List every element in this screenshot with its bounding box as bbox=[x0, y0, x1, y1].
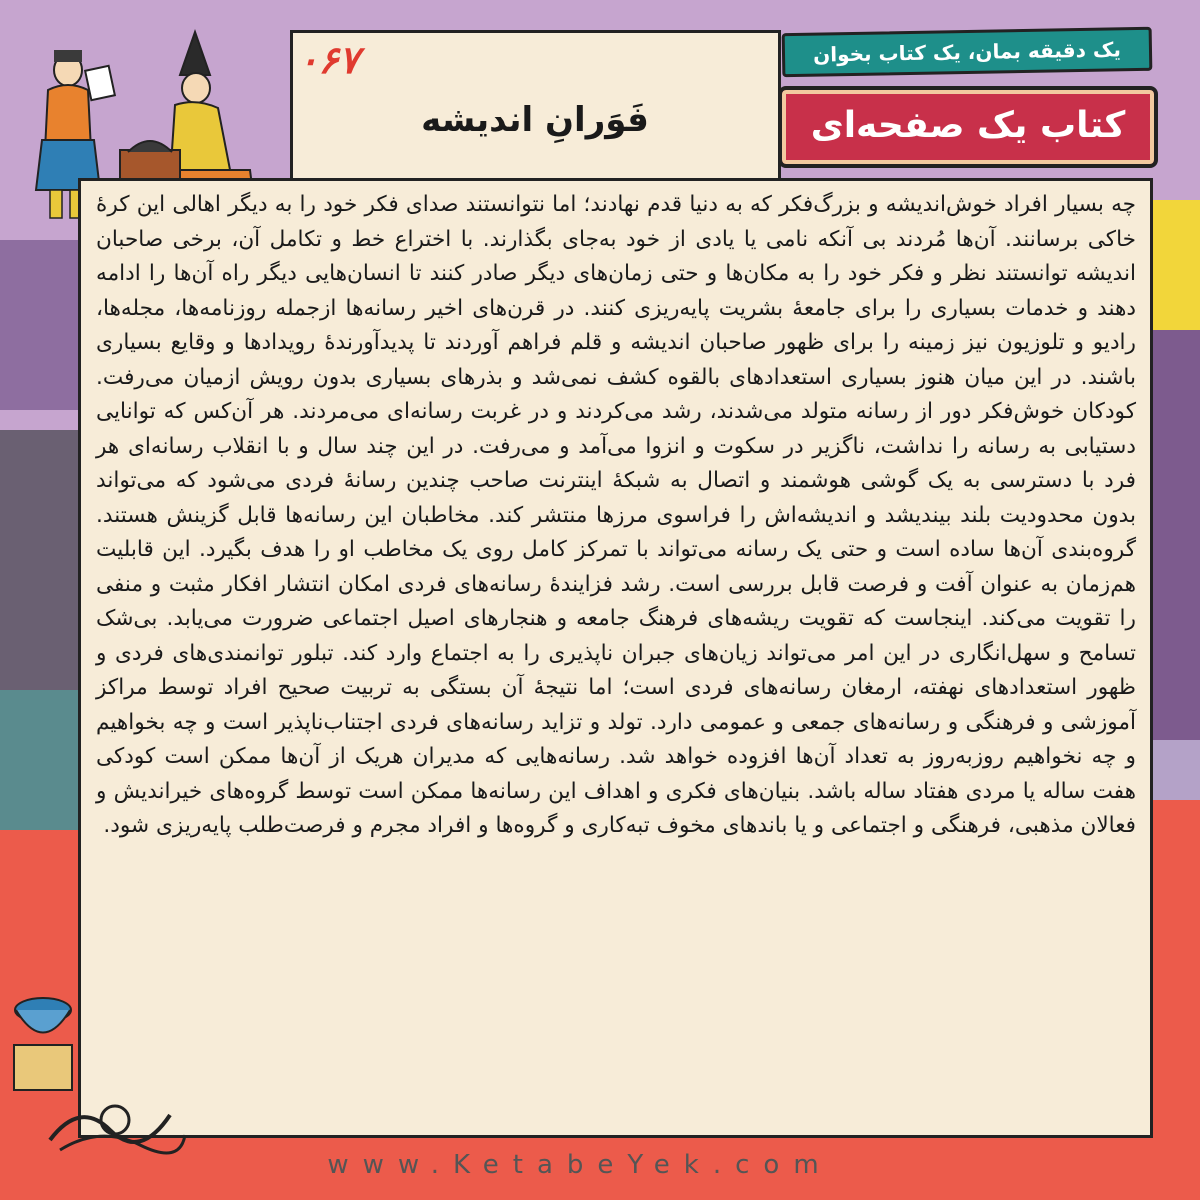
bg-block-purple-left bbox=[0, 240, 80, 410]
signature-icon bbox=[40, 1090, 190, 1160]
article-number: ۰۶۷ bbox=[298, 38, 360, 82]
bg-block-teal-left bbox=[0, 690, 80, 830]
pot-illustration bbox=[8, 985, 78, 1095]
article-body: چه بسیار افراد خوش‌اندیشه و بزرگ‌فکر که به دنیا قدم نهادند؛ اما نتوانستند صدای فکر خود را به دیگر اهالی این کرهٔ خاکی برسانند. آن‌ها مُردند بی آنکه نامی یا یادی از خود به‌جای بگذارند. با اختراع خط و تکامل آن، برخی صاحبان اندیشه توانستند نظر و فکر خود را به مکان‌ها و حتی زمان‌های دیگر صادر کنند تا انسان‌هایی دیگر راه آن‌ها را ادامه دهند و خدمات بسیاری را برای جامعهٔ بشریت پایه‌ریزی کنند. در قرن‌های اخیر رسانه‌ها ازجمله روزنامه‌ها، مجله‌ها، رادیو و تلوزیون نیز زمینه را برای ظهور صاحبان اندیشه و قلم فراهم آوردند تا پدیدآورندهٔ رویدادها و وقایع بسیاری باشند. در این میان هنوز بسیاری استعدادهای بالقوه کشف نمی‌شد و بذرهای بسیاری بدون رویش ازمیان می‌رفت. کودکان خوش‌فکر دور از رسانه متولد می‌شدند، رشد می‌کردند و در غربت رسانه‌ای می‌مردند. هر آن‌کس که توانایی دستیابی به رسانه را نداشت، ناگزیر در سکوت و انزوا می‌آمد و می‌رفت. در این چند سال و با انقلاب رسانه‌ای هر فرد با دسترسی به یک گوشی هوشمند و اتصال به شبکهٔ اینترنت صاحب چندین رسانهٔ فردی می‌شود که می‌تواند بدون محدودیت بلند بیندیشد و اندیشه‌اش را فراسوی مرزها منتشر کند. مخاطبان این رسانه‌ها قابل گزینش هستند. گروه‌بندی آن‌ها ساده است و حتی یک رسانه می‌تواند با تمرکز کامل روی یک مخاطب او را هدف بگیرد. این قابلیت هم‌زمان به عنوان آفت و فرصت قابل بررسی است. رشد فزایندهٔ رسانه‌های فردی امکان انتشار افکار مثبت و منفی را تقویت می‌کند. اینجاست که تقویت ریشه‌های فرهنگ جامعه و هنجارهای اصیل اجتماعی ضرورت می‌یابد. بی‌شک تسامح و سهل‌انگاری در این امر می‌تواند زیان‌های جبران ناپذیری را به اجتماع وارد کند. تبلور توانمندی‌های فردی و ظهور استعدادهای نهفته، ارمغان رسانه‌های فردی است؛ اما نتیجهٔ آن بستگی به تربیت صحیح افراد توسط مراکز آموزشی و فرهنگی و رسانه‌های جمعی و عمومی دارد. تولد و تزاید رسانه‌های فردی اجتناب‌ناپذیر است و چه بخواهیم و چه نخواهیم روزبه‌روز به تعداد آن‌ها افزوده خواهد شد. رسانه‌هایی که مدیران هریک از آن‌ها ممکن است کودکی هفت ساله یا مردی هفتاد ساله باشد. بنیان‌های فکری و اهداف این رسانه‌ها ممکن است توسط گروه‌های خیراندیش و فعالان مذهبی، فرهنگی و اجتماعی و یا باندهای مخوف تبه‌کاری و گروه‌ها و افراد مجرم و فرصت‌طلب پایه‌ریزی شود. bbox=[96, 192, 1136, 838]
page-title: فَوَرانِ اندیشه bbox=[421, 100, 649, 140]
slogan-banner: یک دقیقه بمان، یک کتاب بخوان bbox=[782, 27, 1153, 77]
series-title-banner: کتاب یک صفحه‌ای bbox=[778, 86, 1158, 168]
website-url[interactable]: www.KetabeYek.com bbox=[327, 1150, 833, 1180]
